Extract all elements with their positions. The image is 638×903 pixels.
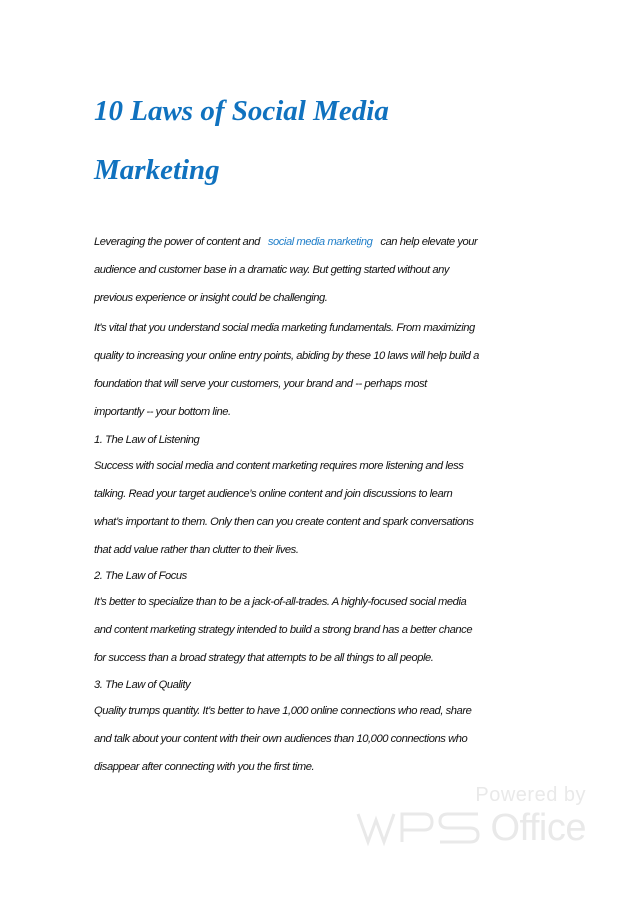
law-line: what’s important to them. Only then can you create content and spark conversations [94, 516, 474, 528]
law-listening-section [94, 428, 554, 564]
law-focus-section [94, 564, 554, 672]
intro-line-2: audience and customer base in a dramatic way. But getting started without any [94, 264, 450, 276]
intro-line-3: previous experience or insight could be challenging. [94, 292, 328, 304]
watermark-office: Office [490, 807, 586, 849]
law-heading: 2. The Law of Focus [94, 570, 187, 582]
wps-office-watermark [326, 784, 586, 864]
paragraph-line: importantly -- your bottom line. [94, 406, 231, 418]
law-quality-section [94, 673, 554, 781]
law-line: and content marketing strategy intended to build a strong brand has a better chance [94, 624, 473, 636]
paragraph-line: foundation that will serve your customers, your brand and -- perhaps most [94, 378, 427, 390]
law-line: talking. Read your target audience’s online content and join discussions to learn [94, 488, 453, 500]
law-heading: 3. The Law of Quality [94, 679, 191, 691]
paragraph-line: It's vital that you understand social media marketing fundamentals. From maximizing [94, 322, 475, 334]
law-line: that add value rather than clutter to their lives. [94, 544, 299, 556]
title-line-1: 10 Laws of Social Media [94, 95, 389, 127]
watermark-logo [356, 808, 586, 848]
document-title [94, 82, 554, 200]
law-line: Quality trumps quantity. It’s better to have 1,000 online connections who read, share [94, 705, 472, 717]
intro-text-after-link: can help elevate your [380, 236, 478, 248]
title-line-2: Marketing [94, 154, 220, 186]
law-line: and talk about your content with their own audiences than 10,000 connections who [94, 733, 468, 745]
intro-line-1 [94, 228, 554, 256]
paragraph-line: quality to increasing your online entry points, abiding by these 10 laws will help build a [94, 350, 479, 362]
law-heading: 1. The Law of Listening [94, 434, 200, 446]
law-line: Success with social media and content marketing requires more listening and less [94, 460, 464, 472]
intro-paragraph [94, 228, 554, 312]
fundamentals-paragraph [94, 314, 554, 426]
social-media-marketing-link[interactable]: social media marketing [267, 236, 373, 248]
intro-text-before-link: Leveraging the power of content and [94, 236, 260, 248]
law-line: for success than a broad strategy that attempts to be all things to all people. [94, 652, 434, 664]
law-line: disappear after connecting with you the first time. [94, 761, 315, 773]
wps-logo-icon [356, 808, 484, 848]
law-line: It’s better to specialize than to be a jack-of-all-trades. A highly-focused social media [94, 596, 467, 608]
watermark-powered-by: Powered by [475, 784, 586, 806]
